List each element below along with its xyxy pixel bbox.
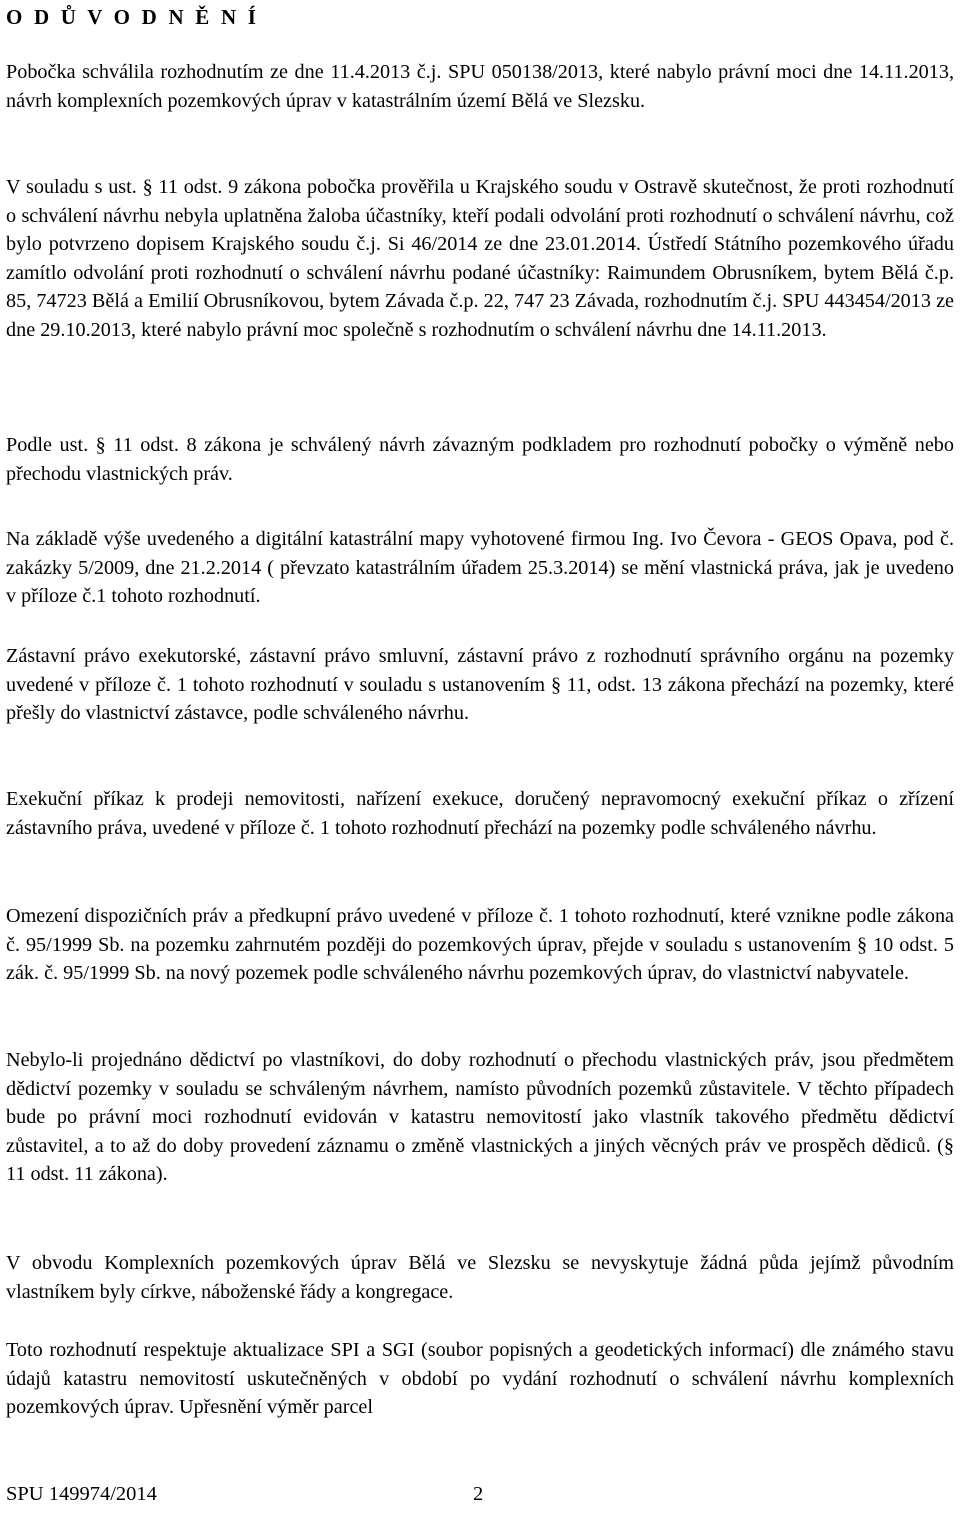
paragraph-ownership-change: Na základě výše uvedeného a digitální katastrální mapy vyhotovené firmou Ing. Ivo Čevora - GEOS Opava, pod č. zakázky 5/2009, dne 21.2.2014 ( převzato katastrálním úřadem 25.3.2014) se mění vlastnická práva, jak je uvedeno v příloze č.1 tohoto rozhodnutí. xyxy=(6,528,954,608)
document-page xyxy=(6,0,954,1513)
paragraph-spi-sgi: Toto rozhodnutí respektuje aktualizace SPI a SGI (soubor popisných a geodetických informací) dle známého stavu údajů katastru nemovitostí uskutečněných v období po vydání rozhodnutí o schválení návrhu komplexních pozemkových úprav. Upřesnění výměr parcel xyxy=(6,1339,954,1419)
paragraph-church-land: V obvodu Komplexních pozemkových úprav Bělá ve Slezsku se nevyskytuje žádná půda jejímž původním vlastníkem byly církve, náboženské řády a kongregace. xyxy=(6,1252,954,1303)
paragraph-court-verification: V souladu s ust. § 11 odst. 9 zákona pobočka prověřila u Krajského soudu v Ostravě skutečnost, že proti rozhodnutí o schválení návrhu nebyla uplatněna žaloba účastníky, kteří podali odvolání proti rozhodnutí o schválení návrhu, což bylo potvrzeno dopisem Krajského soudu č.j. Si 46/2014 ze dne 23.01.2014. Ústředí Státního pozemkového úřadu zamítlo odvolání proti rozhodnutí o schválení návrhu podané účastníky: Raimundem Obrusníkem, bytem Bělá č.p. 85, 74723 Bělá a Emilií Obrusníkovou, bytem Závada č.p. 22, 747 23 Závada, rozhodnutím č.j. SPU 443454/2013 ze dne 29.10.2013, které nabylo právní moc společně s rozhodnutím o schválení návrhu dne 14.11.2013. xyxy=(6,176,954,341)
paragraph-inheritance: Nebylo-li projednáno dědictví po vlastníkovi, do doby rozhodnutí o přechodu vlastnických práv, jsou předmětem dědictví pozemky v souladu se schváleným návrhem, namísto původních pozemků zůstavitele. V těchto případech bude po právní moci rozhodnutí evidován v katastru nemovitostí jako vlastník takového předmětu dědictví zůstavitel, a to až do doby provedení záznamu o změně vlastnických a jiných věcných práv ve prospěch dědiců. (§ 11 odst. 11 zákona). xyxy=(6,1049,954,1186)
paragraph-execution-order: Exekuční příkaz k prodeji nemovitosti, nařízení exekuce, doručený nepravomocný exekuční příkaz o zřízení zástavního práva, uvedené v příloze č. 1 tohoto rozhodnutí přechází na pozemky podle schváleného návrhu. xyxy=(6,788,954,839)
paragraph-approval: Pobočka schválila rozhodnutím ze dne 11.4.2013 č.j. SPU 050138/2013, které nabylo právní moci dne 14.11.2013, návrh komplexních pozemkových úprav v katastrálním území Bělá ve Slezsku. xyxy=(6,61,954,112)
document-heading: O D Ů V O D N Ě N Í xyxy=(6,5,260,29)
footer-page-number: 2 xyxy=(473,1483,484,1505)
paragraph-disposition-restrictions: Omezení dispozičních práv a předkupní právo uvedené v příloze č. 1 tohoto rozhodnutí, které vznikne podle zákona č. 95/1999 Sb. na pozemku zahrnutém později do pozemkových úprav, přejde v souladu s ustanovením § 10 odst. 5 zák. č. 95/1999 Sb. na nový pozemek podle schváleného návrhu pozemkových úprav, do vlastnictví nabyvatele. xyxy=(6,905,954,985)
paragraph-binding-basis: Podle ust. § 11 odst. 8 zákona je schválený návrh závazným podkladem pro rozhodnutí pobočky o výměně nebo přechodu vlastnických práv. xyxy=(6,434,954,485)
footer-document-id: SPU 149974/2014 xyxy=(6,1483,157,1505)
paragraph-liens: Zástavní právo exekutorské, zástavní právo smluvní, zástavní právo z rozhodnutí správního orgánu na pozemky uvedené v příloze č. 1 tohoto rozhodnutí v souladu s ustanovením § 11, odst. 13 zákona přechází na pozemky, které přešly do vlastnictví zástavce, podle schváleného návrhu. xyxy=(6,645,954,725)
